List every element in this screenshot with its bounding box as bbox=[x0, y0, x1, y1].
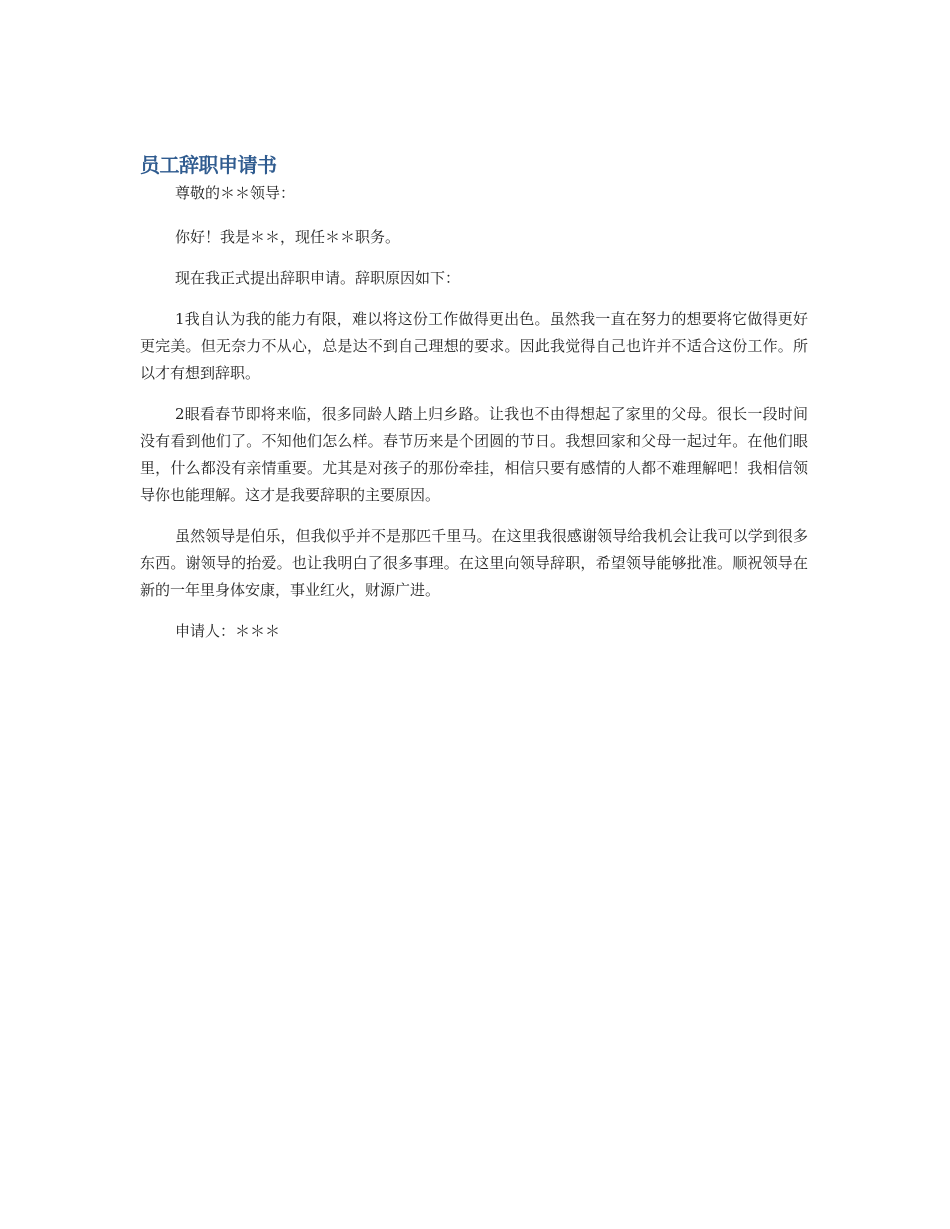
document-title: 员工辞职申请书 bbox=[140, 153, 277, 177]
reason-one-paragraph: 1我自认为我的能力有限，难以将这份工作做得更出色。虽然我一直在努力的想要将它做得更好更完美。但无奈力不从心，总是达不到自己理想的要求。因此我觉得自己也许并不适合这份工作。所以才有想到辞职。 bbox=[140, 310, 808, 382]
greeting-paragraph: 你好！我是＊＊，现任＊＊职务。 bbox=[175, 228, 401, 246]
salutation: 尊敬的＊＊领导： bbox=[175, 184, 296, 202]
reason-two-paragraph: 2眼看春节即将来临，很多同龄人踏上归乡路。让我也不由得想起了家里的父母。很长一段时间没有看到他们了。不知他们怎么样。春节历来是个团圆的节日。我想回家和父母一起过年。在他们眼里，什么都没有亲情重要。尤其是对孩子的那份牵挂，相信只要有感情的人都不难理解吧！我相信领导你也能理解。这才是我要辞职的主要原因。 bbox=[140, 405, 808, 504]
intro-paragraph: 现在我正式提出辞职申请。辞职原因如下： bbox=[175, 269, 461, 287]
closing-paragraph: 虽然领导是伯乐，但我似乎并不是那匹千里马。在这里我很感谢领导给我机会让我可以学到很多东西。谢领导的抬爱。也让我明白了很多事理。在这里向领导辞职，希望领导能够批准。顺祝领导在新的一年里身体安康，事业红火，财源广进。 bbox=[140, 527, 808, 599]
document-page bbox=[140, 150, 808, 659]
signature-line: 申请人：＊＊＊ bbox=[175, 622, 281, 640]
